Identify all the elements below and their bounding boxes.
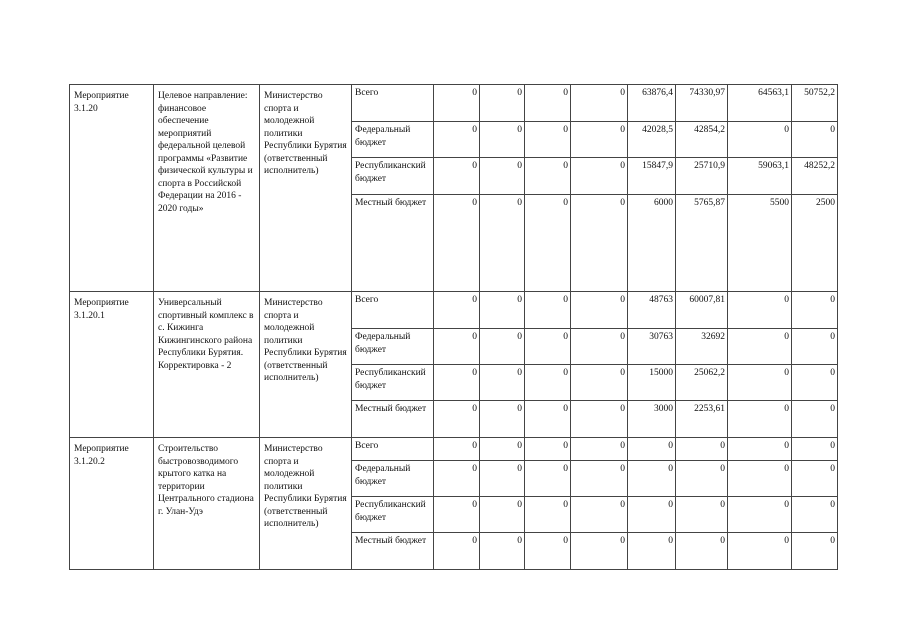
amount-cell: 0	[571, 497, 628, 533]
amount-cell: 0	[676, 497, 728, 533]
amount-cell: 0	[792, 292, 838, 329]
amount-cell: 42854,2	[676, 122, 728, 158]
event-name-cell: Универсальный спортивный комплекс в с. Кижинга Кижингинского района Республики Бурятия. Корректировка - 2	[154, 292, 260, 438]
amount-cell: 0	[571, 461, 628, 497]
table-row	[70, 438, 838, 461]
table-row	[70, 292, 838, 329]
amount-cell: 0	[571, 401, 628, 438]
amount-cell: 15000	[628, 365, 676, 401]
amount-cell: 0	[728, 292, 792, 329]
amount-cell: 0	[525, 533, 571, 570]
amount-cell: 0	[480, 329, 525, 365]
amount-cell: 0	[571, 438, 628, 461]
funding-source-cell: Республиканский бюджет	[352, 497, 434, 533]
amount-cell: 0	[525, 365, 571, 401]
amount-cell: 2253,61	[676, 401, 728, 438]
amount-cell: 0	[525, 158, 571, 195]
amount-cell: 0	[480, 461, 525, 497]
amount-cell: 0	[480, 438, 525, 461]
amount-cell: 0	[480, 365, 525, 401]
amount-cell: 0	[728, 122, 792, 158]
amount-cell: 59063,1	[728, 158, 792, 195]
amount-cell: 15847,9	[628, 158, 676, 195]
amount-cell: 0	[676, 438, 728, 461]
funding-source-cell: Местный бюджет	[352, 401, 434, 438]
amount-cell: 0	[792, 365, 838, 401]
table-row	[70, 85, 838, 122]
amount-cell: 0	[792, 122, 838, 158]
event-name-cell: Строительство быстровозводимого крытого катка на территории Центрального стадиона г. Улан-Удэ	[154, 438, 260, 570]
funding-source-cell: Всего	[352, 292, 434, 329]
amount-cell: 48763	[628, 292, 676, 329]
amount-cell: 0	[525, 195, 571, 292]
amount-cell: 0	[525, 497, 571, 533]
amount-cell: 5765,87	[676, 195, 728, 292]
amount-cell: 0	[525, 85, 571, 122]
amount-cell: 25062,2	[676, 365, 728, 401]
amount-cell: 0	[571, 329, 628, 365]
amount-cell: 0	[676, 461, 728, 497]
amount-cell: 0	[434, 438, 480, 461]
amount-cell: 0	[792, 497, 838, 533]
amount-cell: 50752,2	[792, 85, 838, 122]
amount-cell: 0	[525, 292, 571, 329]
amount-cell: 0	[480, 85, 525, 122]
amount-cell: 2500	[792, 195, 838, 292]
amount-cell: 0	[525, 461, 571, 497]
event-name-cell: Целевое направление: финансовое обеспечение мероприятий федеральной целевой программы «Развитие физической культуры и спорта в Российской Федерации на 2016 - 2020 годы»	[154, 85, 260, 292]
amount-cell: 0	[434, 85, 480, 122]
funding-source-cell: Местный бюджет	[352, 533, 434, 570]
amount-cell: 0	[571, 158, 628, 195]
amount-cell: 0	[792, 401, 838, 438]
amount-cell: 0	[525, 122, 571, 158]
executor-cell: Министерство спорта и молодежной политики Республики Бурятия (ответственный исполнитель)	[260, 292, 352, 438]
amount-cell: 74330,97	[676, 85, 728, 122]
amount-cell: 25710,9	[676, 158, 728, 195]
amount-cell: 0	[434, 401, 480, 438]
amount-cell: 32692	[676, 329, 728, 365]
event-cell: Мероприятие 3.1.20.2	[70, 438, 154, 570]
amount-cell: 0	[728, 497, 792, 533]
amount-cell: 0	[571, 85, 628, 122]
amount-cell: 0	[792, 461, 838, 497]
amount-cell: 60007,81	[676, 292, 728, 329]
amount-cell: 0	[728, 533, 792, 570]
amount-cell: 0	[628, 438, 676, 461]
amount-cell: 0	[728, 365, 792, 401]
funding-source-cell: Федеральный бюджет	[352, 329, 434, 365]
amount-cell: 0	[480, 158, 525, 195]
amount-cell: 30763	[628, 329, 676, 365]
amount-cell: 0	[728, 461, 792, 497]
amount-cell: 0	[480, 401, 525, 438]
amount-cell: 0	[434, 195, 480, 292]
amount-cell: 0	[628, 533, 676, 570]
amount-cell: 3000	[628, 401, 676, 438]
executor-cell: Министерство спорта и молодежной политики Республики Бурятия (ответственный исполнитель)	[260, 438, 352, 570]
amount-cell: 0	[571, 292, 628, 329]
amount-cell: 0	[434, 461, 480, 497]
amount-cell: 0	[434, 497, 480, 533]
event-cell: Мероприятие 3.1.20.1	[70, 292, 154, 438]
amount-cell: 0	[628, 461, 676, 497]
amount-cell: 0	[434, 292, 480, 329]
amount-cell: 42028,5	[628, 122, 676, 158]
amount-cell: 64563,1	[728, 85, 792, 122]
amount-cell: 0	[525, 401, 571, 438]
amount-cell: 0	[571, 195, 628, 292]
funding-source-cell: Всего	[352, 85, 434, 122]
amount-cell: 0	[434, 365, 480, 401]
amount-cell: 0	[434, 329, 480, 365]
amount-cell: 0	[728, 401, 792, 438]
amount-cell: 0	[434, 122, 480, 158]
amount-cell: 0	[525, 438, 571, 461]
amount-cell: 0	[792, 438, 838, 461]
amount-cell: 0	[628, 497, 676, 533]
executor-cell: Министерство спорта и молодежной политики Республики Бурятия (ответственный исполнитель)	[260, 85, 352, 292]
funding-source-cell: Всего	[352, 438, 434, 461]
funding-source-cell: Федеральный бюджет	[352, 461, 434, 497]
amount-cell: 0	[434, 533, 480, 570]
amount-cell: 0	[480, 122, 525, 158]
amount-cell: 0	[571, 122, 628, 158]
funding-source-cell: Местный бюджет	[352, 195, 434, 292]
funding-source-cell: Республиканский бюджет	[352, 365, 434, 401]
amount-cell: 48252,2	[792, 158, 838, 195]
amount-cell: 0	[728, 329, 792, 365]
amount-cell: 63876,4	[628, 85, 676, 122]
funding-source-cell: Федеральный бюджет	[352, 122, 434, 158]
amount-cell: 0	[480, 292, 525, 329]
amount-cell: 0	[525, 329, 571, 365]
table-body	[70, 85, 838, 570]
amount-cell: 0	[571, 533, 628, 570]
amount-cell: 5500	[728, 195, 792, 292]
amount-cell: 0	[728, 438, 792, 461]
amount-cell: 0	[792, 533, 838, 570]
amount-cell: 0	[480, 533, 525, 570]
amount-cell: 0	[792, 329, 838, 365]
funding-source-cell: Республиканский бюджет	[352, 158, 434, 195]
amount-cell: 6000	[628, 195, 676, 292]
amount-cell: 0	[571, 365, 628, 401]
program-funding-table	[69, 84, 838, 570]
amount-cell: 0	[480, 497, 525, 533]
event-cell: Мероприятие 3.1.20	[70, 85, 154, 292]
amount-cell: 0	[434, 158, 480, 195]
amount-cell: 0	[480, 195, 525, 292]
amount-cell: 0	[676, 533, 728, 570]
